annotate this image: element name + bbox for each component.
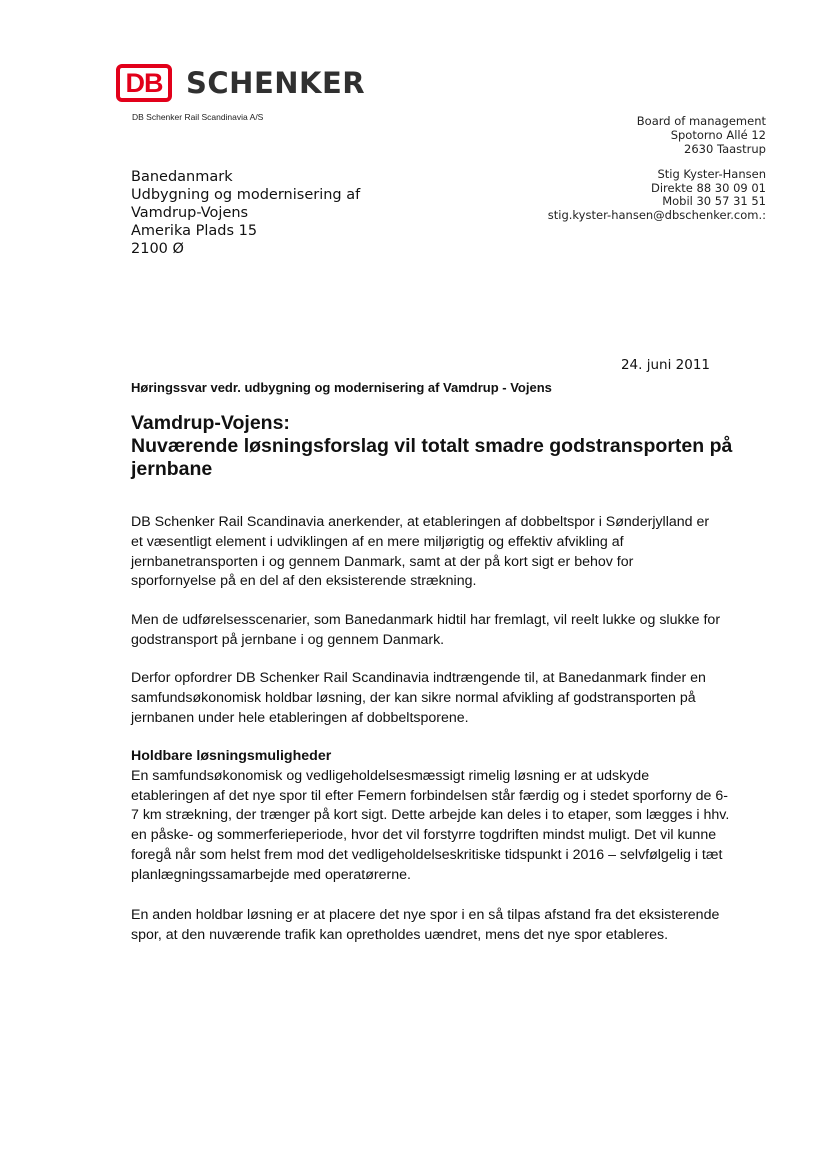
- company-name: DB Schenker Rail Scandinavia A/S: [132, 112, 264, 122]
- headline: [131, 412, 741, 481]
- headline-line-2: Nuværende løsningsforslag vil totalt smadre godstransporten på jernbane: [131, 435, 733, 480]
- board-city: 2630 Taastrup: [684, 142, 766, 156]
- paragraph-2: Men de udførelsesscenarier, som Banedanmark hidtil har fremlagt, vil reelt lukke og slukke for godstransport på jernbane i og gennem Danmark.: [131, 612, 721, 648]
- letter-date: 24. juni 2011: [620, 357, 710, 373]
- paragraph-3: Derfor opfordrer DB Schenker Rail Scandinavia indtrængende til, at Banedanmark finder en samfundsøkonomisk holdbar løsning, der kan sikre normal afvikling af godstransporten på jernbanen under hele etableringen af dobbeltsporene.: [131, 670, 706, 726]
- recipient-line: Vamdrup-Vojens: [131, 205, 249, 221]
- contact-direct: Direkte 88 30 09 01: [651, 180, 766, 195]
- paragraph-4: En samfundsøkonomisk og vedligeholdelsesmæssigt rimelig løsning er at udskyde etableringen af det nye spor til efter Femern forbindelsen står færdig og i stedet sporforny de 6-7 km strækning, der trænger på kort sigt. Dette arbejde kan deles i to etaper, som lægges i hhv. en påske- og sommerferieperiode, hvor det vil forstyrre togdriften mindst muligt. Det vil kunne foregå når som helst frem mod det vedligeholdelseskritiske tidspunkt i 2016 – selvfølgelig i tæt planlægningssamarbejde med operatørerne.: [131, 767, 730, 883]
- db-schenker-logo: [116, 64, 365, 102]
- board-street: Spotorno Allé 12: [670, 128, 766, 142]
- recipient-address: [131, 168, 360, 258]
- contact-mobile: Mobil 30 57 31 51: [662, 194, 766, 208]
- schenker-wordmark: SCHENKER: [186, 66, 366, 100]
- board-address: [637, 114, 766, 156]
- recipient-line: Udbygning og modernisering af: [131, 187, 361, 203]
- paragraph-5: En anden holdbar løsning er at placere det nye spor i en så tilpas afstand fra det eksisterende spor, at den nuværende trafik kan opretholdes uændret, mens det nye spor etableres.: [131, 907, 720, 943]
- contact-block: [548, 168, 766, 222]
- headline-line-1: Vamdrup-Vojens:: [131, 412, 290, 434]
- section-holdbare: [131, 747, 731, 886]
- recipient-line: Banedanmark: [131, 169, 233, 185]
- board-title: Board of management: [636, 114, 766, 128]
- paragraph-1: DB Schenker Rail Scandinavia anerkender, at etableringen af dobbeltspor i Sønderjylland er et væsentligt element i udviklingen af en mere miljørigtig og effektiv afvikling af jernbanetransporten i og gennem Danmark, samt at der på kort sigt er behov for sporfornyelse på en del af den eksisterende strækning.: [131, 514, 710, 590]
- subject-line: Høringssvar vedr. udbygning og modernisering af Vamdrup - Vojens: [131, 380, 552, 395]
- recipient-line: 2100 Ø: [131, 241, 184, 257]
- contact-name: Stig Kyster-Hansen: [657, 167, 766, 181]
- db-logo-mark: DB: [116, 64, 172, 102]
- section-heading: Holdbare løsningsmuligheder: [131, 748, 332, 764]
- contact-email: stig.kyster-hansen@dbschenker.com.:: [547, 207, 766, 222]
- recipient-line: Amerika Plads 15: [131, 223, 258, 239]
